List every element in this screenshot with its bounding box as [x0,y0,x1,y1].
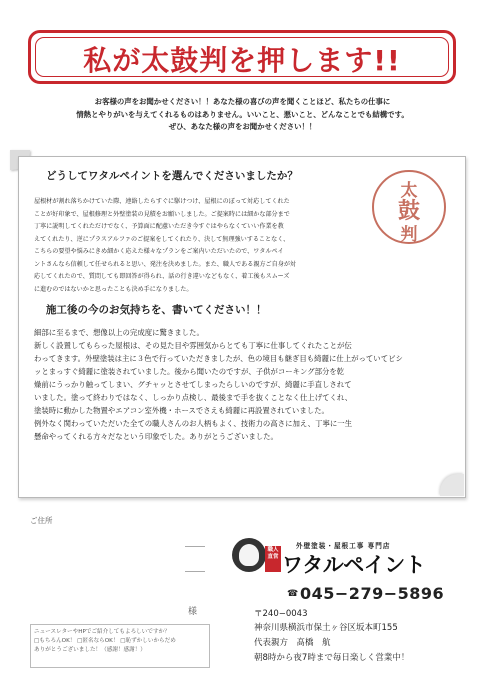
answer-1-line: 応してくれたので、質問しても即回答が得られ、話の行き違いなどもなく、着工後もスムーズ [34,273,290,280]
permission-note [34,628,208,655]
answer-2-line: ッとまっすぐ綺麗に塗装されていました。後から聞いたのですが、子供がコーキング部分を乾 [34,367,345,376]
address-label: ご住所 [30,516,53,525]
answer-2-line: いました。塗って終わりではなく、しっかり点検し、最後まで手を抜くことなく仕上げてくれ、 [34,393,353,402]
answer-2-line: 塗装時に動かした物置やエアコン室外機・ホースでさえも綺麗に再設置されていました。 [34,406,329,415]
intro-text [30,96,455,134]
company-logo-name: ワタルペイント [282,553,426,577]
company-phone: 045−279−5896 [300,584,445,603]
intro-line: ぜひ、あなた様の声をお聞かせください！！ [168,122,317,131]
craftsman-badge: 職人直営 [265,546,281,572]
permission-line: ありがとうございました！（感謝！感謝！） [34,647,146,653]
answer-2-line: 細部に至るまで、想像以上の完成度に驚きました。 [34,328,204,337]
question-2: 施工後の今のお気持ちを、書いてください！！ [46,304,267,316]
intro-line: お客様の声をお聞かせください！！あなた様の喜びの声を聞くことほど、私たちの仕事に [94,97,391,106]
company-hours: 朝8時から夜7時まで毎日楽しく営業中！ [254,653,410,663]
answer-2-line: 例外なく関わっていただいた全ての職人さんのお人柄もよく、技術力の高さに加え、丁寧に一生 [34,419,353,428]
company-tagline: 外壁塗装・屋根工事 専門店 [296,542,391,550]
answer-2 [34,326,444,443]
answer-1-line: 屋根材が割れ落ちかけていた際、連絡したらすぐに駆けつけ、屋根にのぼって対応してくれた [34,198,290,205]
address-line [185,571,205,572]
name-suffix: 様 [188,607,198,617]
question-1: どうしてワタルペイントを選んでくださいましたか？ [46,170,298,182]
answer-1-line: こちらの要望や悩みにきめ細かく応えた様々なプランをご案内いただいたので、ワタルペイ [34,248,284,255]
stamp-char: 太 [400,181,418,201]
title-banner [28,30,456,84]
company-address: 神奈川県横浜市保土ヶ谷区坂本町155 [254,623,398,633]
permission-line: □もちろんOK！ □匿名ならOK！ □恥ずかしいからだめ [34,638,176,644]
permission-line: ニュースレターやHPでご紹介してもよろしいですか？ [34,629,170,635]
answer-2-line: 燥前にうっかり触ってしまい、グチャッとさせてしまったらしいのですが、綺麗に手直しされて [34,380,352,389]
answer-1-line: ことが好印象で、屋根修理と外壁塗装の見積をお願いしました。ご提案時には細かな部分まで [34,210,290,218]
phone-icon: ☎ [287,589,299,599]
stamp-char: 鼓 [397,198,420,224]
answer-2-line: わってきます。外壁塗装は主に３色で行っていただきましたが、色の境目も継ぎ目も綺麗に仕上がっていてビシ [34,354,403,363]
answer-1-line: に進むのではないかと思ったことも決め手になりました。 [34,285,193,293]
page-title: 私が太鼓判を押します!! [83,44,401,77]
address-line [185,546,205,547]
answer-1 [34,196,350,296]
answer-1-line: 丁寧に説明してくれただけでなく、予算面に配慮いただき今すぐはやらなくていい作業を教 [34,223,284,230]
stamp-char: 判 [400,225,418,245]
answer-1-line: えてくれたり、逆にプラスアルファのご提案をしてくれたり、決して無理強いすることなく、 [34,235,290,243]
answer-2-line: 懸命やってくれる方々だなという印象でした。ありがとうございました。 [34,432,278,441]
taikoban-stamp [372,170,446,244]
answer-2-line: 新しく設置してもらった屋根は、その見た目や雰囲気からとても丁寧に仕事してくれたことが伝 [34,341,352,350]
company-zip: 〒240−0043 [254,609,308,619]
answer-1-line: ントさんなら信頼して任せられると思い、発注を決めました。また、職人である親方ご自身が対 [34,260,297,268]
mascot-icon [232,538,266,572]
intro-line: 情熱とやりがいを与えてくれるものはありません。いいこと、悪いこと、どんなことでも結構です。 [76,109,409,119]
company-representative: 代表親方 髙橋 航 [254,638,331,648]
